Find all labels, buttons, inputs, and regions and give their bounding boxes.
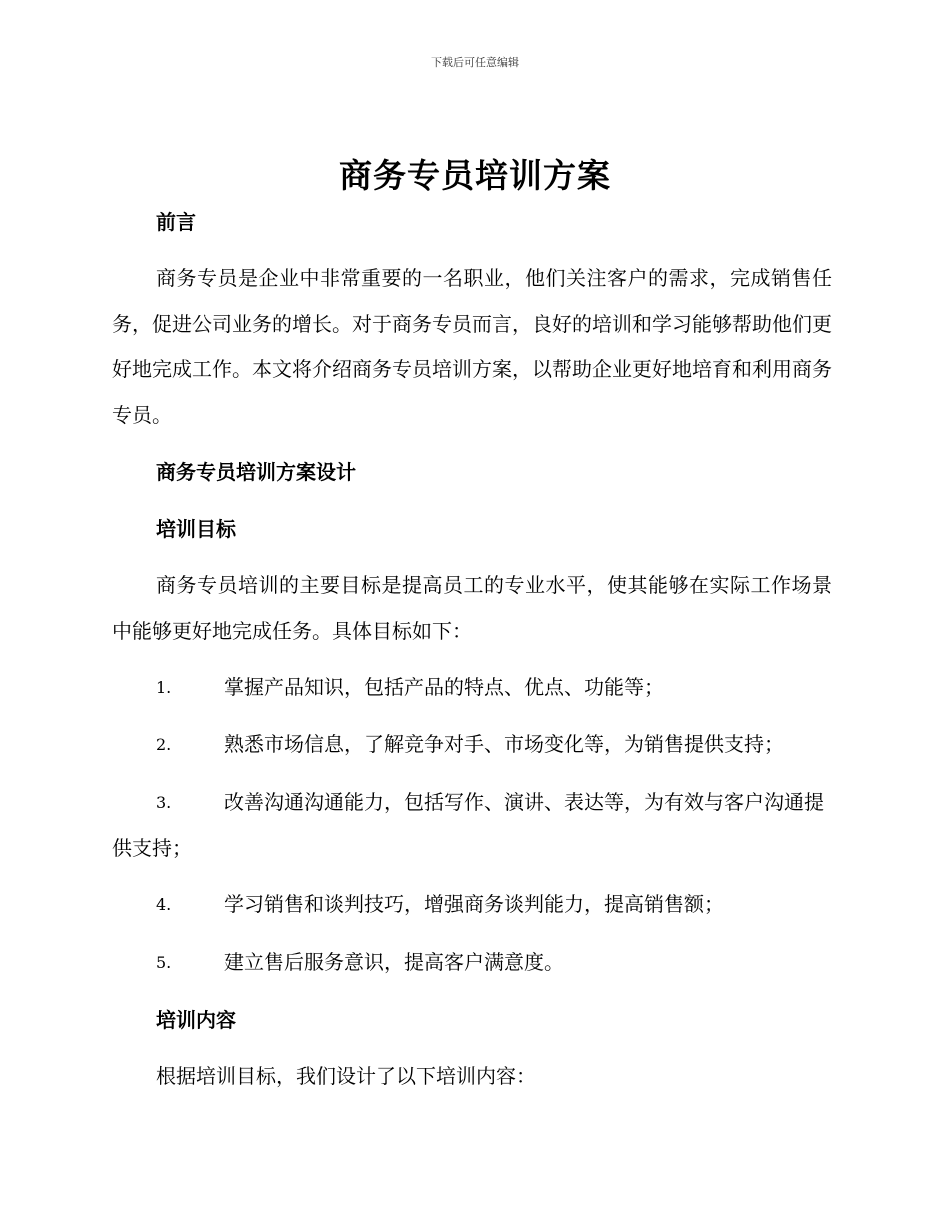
list-item — [112, 940, 832, 986]
list-item — [112, 780, 832, 871]
list-number: 1. — [156, 678, 172, 697]
content-heading: 培训内容 — [156, 1008, 236, 1032]
list-text: 熟悉市场信息，了解竞争对手、市场变化等，为销售提供支持； — [224, 732, 784, 756]
list-item — [112, 722, 832, 768]
list-text: 改善沟通沟通能力，包括写作、演讲、表达等，为有效与客户沟通提供支持； — [112, 790, 824, 860]
list-item — [112, 882, 832, 928]
list-item — [112, 665, 832, 711]
list-number: 2. — [156, 735, 172, 754]
document-title: 商务专员培训方案 — [339, 156, 611, 195]
list-text: 建立售后服务意识，提高客户满意度。 — [224, 950, 564, 974]
goal-heading: 培训目标 — [156, 517, 236, 541]
list-text: 掌握产品知识，包括产品的特点、优点、功能等； — [224, 675, 664, 699]
preface-paragraph: 商务专员是企业中非常重要的一名职业，他们关注客户的需求，完成销售任务，促进公司业务的增长。对于商务专员而言，良好的培训和学习能够帮助他们更好地完成工作。本文将介绍商务专员培训方案，以帮助企业更好地培育和利用商务专员。 — [112, 266, 832, 427]
list-number: 3. — [156, 793, 172, 812]
list-number: 5. — [156, 953, 172, 972]
header-note: 下载后可任意编辑 — [431, 56, 519, 69]
list-text: 学习销售和谈判技巧，增强商务谈判能力，提高销售额； — [224, 892, 724, 916]
preface-heading: 前言 — [156, 210, 196, 234]
list-number: 4. — [156, 895, 172, 914]
content-paragraph: 根据培训目标，我们设计了以下培训内容： — [156, 1064, 536, 1088]
goal-paragraph: 商务专员培训的主要目标是提高员工的专业水平，使其能够在实际工作场景中能够更好地完成任务。具体目标如下： — [112, 573, 832, 643]
design-heading: 商务专员培训方案设计 — [156, 460, 356, 484]
